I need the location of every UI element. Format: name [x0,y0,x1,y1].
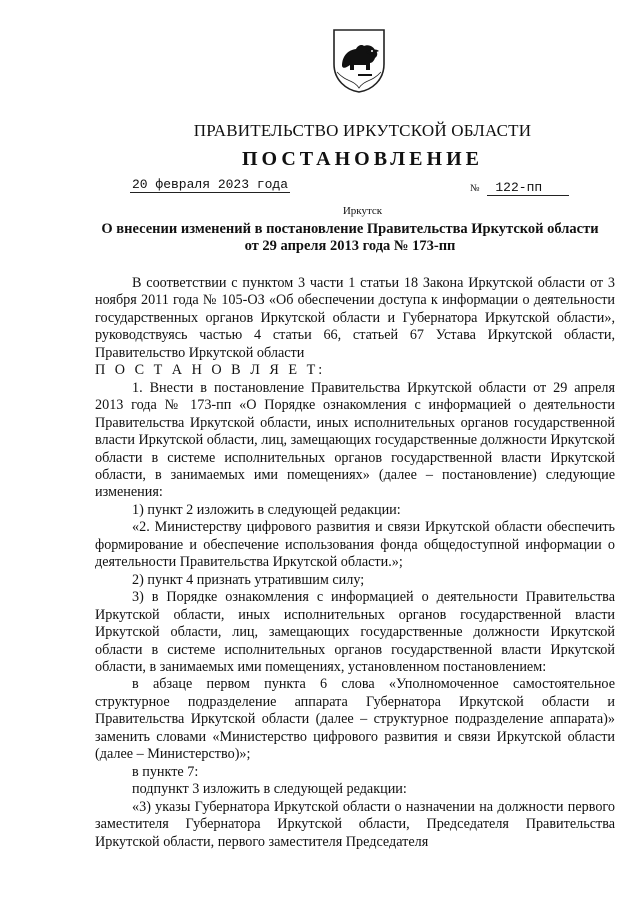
irkutsk-coat-of-arms-emblem [332,28,386,94]
document-heading [80,221,620,255]
document-city: Иркутск [342,205,383,217]
number-value: 122-пп [487,180,569,196]
quote-1-paragraph: «2. Министерству цифрового развития и связи Иркутской области обеспечить формирование и обеспечение использования фонда общедоступной информации о деятельности Правительства Иркутской области.»; [95,519,615,571]
paragraph-b: в пункте 7: [132,763,199,780]
document-date [130,177,290,192]
subitem-2-paragraph: 2) пункт 4 признать утратившим силу; [132,571,365,588]
item-1-paragraph: 1. Внести в постановление Правительства Иркутской области от 29 апреля 2013 года № 173-пп «О Порядке ознакомления с информацией о деятельности Правительства Иркутской области, иных исполнительных органов государственной власти Иркутской области, лиц, замещающих государственные должности Иркутской области в системе исполнительных органов государственной власти Иркутской области, в занимаемых ими помещениях» (далее – постановление) следующие изменения: [95,379,615,501]
document-number [470,180,569,196]
heading-line-2: от 29 апреля 2013 года № 173-пп [244,238,456,254]
paragraph-a: в абзаце первом пункта 6 слова «Уполномоченное самостоятельное структурное подразделение аппарата Губернатора Иркутской области и Правительства Иркутской области (далее – структурное подразделение аппарата)» заменить словами «Министерство цифрового развития и связи Иркутской области (далее – Министерство)»; [95,676,615,763]
heading-line-1: О внесении изменений в постановление Правительства Иркутской области [101,221,599,237]
paragraph-d: «3) указы Губернатора Иркутской области о назначении на должности первого заместителя Губернатора Иркутской области, Председателя Правительства Иркутской области, первого заместителя Председателя [95,798,615,850]
subitem-1-paragraph: 1) пункт 2 изложить в следующей редакции: [132,501,401,518]
document-type: ПОСТАНОВЛЕНИЕ [242,148,483,170]
number-sign: № [470,183,480,194]
preamble-paragraph: В соответствии с пунктом 3 части 1 статьи 18 Закона Иркутской области от 3 ноября 2011 года № 105-ОЗ «Об обеспечении доступа к информации о деятельности государственных органов Иркутской области и Губернатора Иркутской области», руководствуясь частью 4 статьи 66, статьей 67 Устава Иркутской области, Правительство Иркутской области [95,275,615,361]
paragraph-c: подпункт 3 изложить в следующей редакции: [132,781,407,798]
government-title: ПРАВИТЕЛЬСТВО ИРКУТСКОЙ ОБЛАСТИ [193,121,532,140]
subitem-3-paragraph: 3) в Порядке ознакомления с информацией о деятельности Правительства Иркутской области, иных исполнительных органов государственной власти Иркутской области, лиц, замещающих государственные должности Иркутской области в системе исполнительных органов государственной власти Иркутской области, в занимаемых ими помещениях, установленном постановлением: [95,589,615,675]
decree-word: П О С Т А Н О В Л Я Е Т: [95,362,326,379]
date-value: 20 февраля 2023 года [132,177,289,192]
document-body [95,275,615,851]
